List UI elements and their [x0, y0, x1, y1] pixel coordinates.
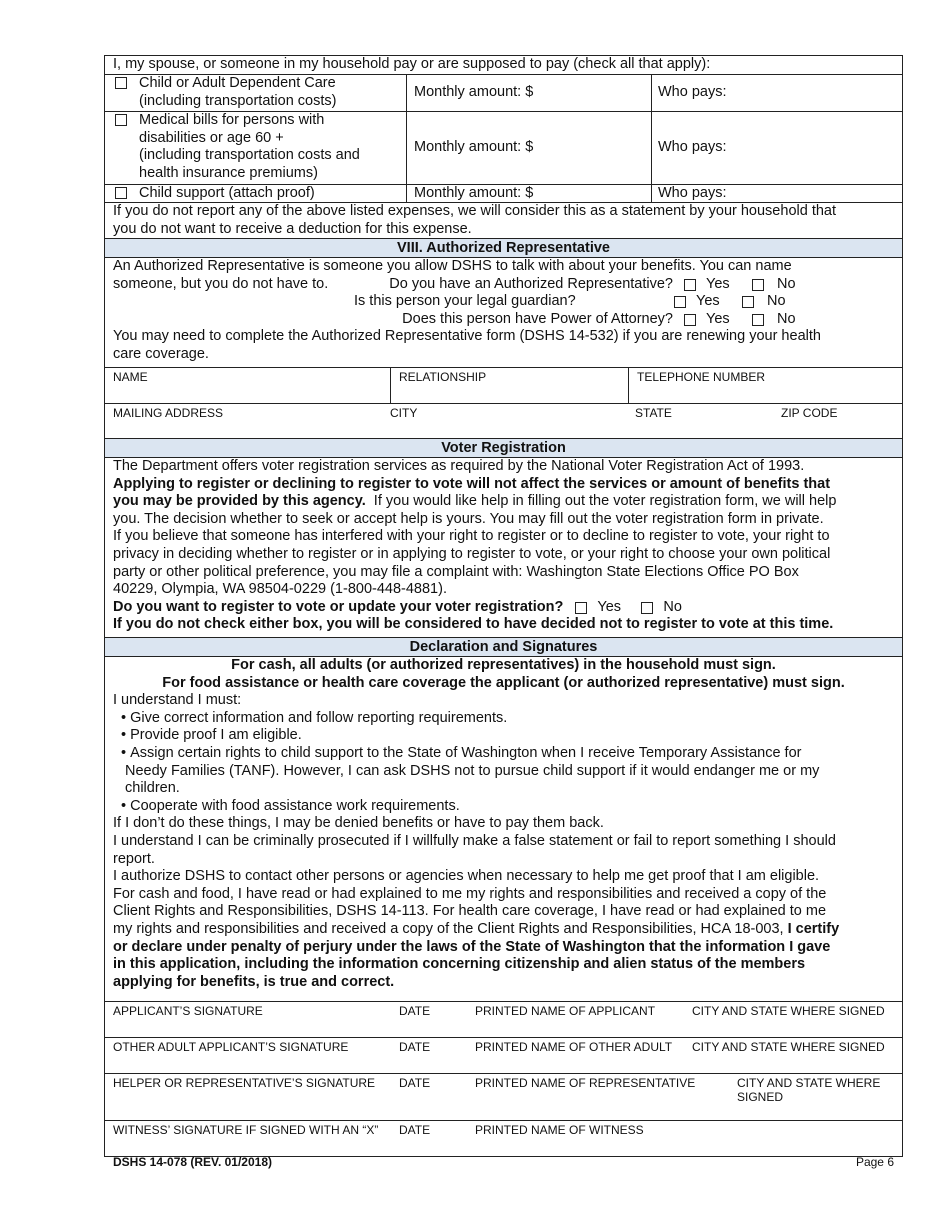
- rep-address-row: [105, 404, 902, 439]
- date-label: DATE: [399, 1040, 431, 1054]
- voter-yes-checkbox[interactable]: [575, 602, 587, 614]
- declaration-text: I understand I must:: [113, 692, 242, 709]
- declaration-bullet: • Cooperate with food assistance work requirements.: [121, 797, 460, 814]
- monthly-amount-field[interactable]: Monthly amount: $: [407, 185, 652, 202]
- date-label: DATE: [399, 1123, 431, 1137]
- field-label: TELEPHONE NUMBER: [637, 370, 766, 384]
- rep-question-row: [113, 276, 894, 294]
- voter-text: Applying to register or declining to register to vote will not affect the services or amount of benefits that: [113, 475, 831, 492]
- rep-intro: An Authorized Representative is someone you allow DSHS to talk with about your benefits. You can name: [113, 258, 792, 274]
- declaration-text: [113, 921, 894, 939]
- city-state-label: CITY AND STATE WHERE SIGNED: [692, 1004, 885, 1018]
- notice-line: If you do not report any of the above listed expenses, we will consider this as a statement by your household that: [113, 203, 837, 219]
- declaration-bold: or declare under penalty of perjury under the laws of the State of Washington that the information I gave: [113, 938, 831, 955]
- medical-bills-checkbox[interactable]: [115, 114, 127, 126]
- monthly-amount-field[interactable]: Monthly amount: $: [407, 112, 652, 184]
- signature-label: APPLICANT’S SIGNATURE: [113, 1004, 263, 1018]
- declaration-text: report.: [113, 850, 155, 867]
- voter-text: party or other political preference, you may file a complaint with: Washington State Elections Office PO Box: [113, 563, 799, 580]
- no-label: No: [663, 598, 682, 615]
- rep-poa-no-checkbox[interactable]: [752, 314, 764, 326]
- declaration-text: I authorize DSHS to contact other persons or agencies when necessary to help me get proof that I am eligible.: [113, 868, 820, 885]
- rep-question: Do you have an Authorized Representative?: [389, 275, 673, 292]
- rep-phone-field[interactable]: [629, 368, 902, 403]
- declaration-heading: For cash, all adults (or authorized representatives) in the household must sign.: [231, 657, 776, 673]
- date-label: DATE: [399, 1004, 431, 1018]
- rep-contact-row: [105, 368, 902, 404]
- section-heading-declaration: Declaration and Signatures: [105, 638, 902, 657]
- declaration-text: For cash and food, I have read or had explained to me my rights and responsibilities and received a copy of the: [113, 885, 827, 902]
- monthly-amount-field[interactable]: Monthly amount: $: [407, 75, 652, 111]
- expense-label: Child or Adult Dependent Care: [139, 75, 336, 91]
- signature-row-other-adult[interactable]: [105, 1038, 902, 1074]
- voter-question: Do you want to register to vote or update your voter registration?: [113, 598, 564, 615]
- expense-row-child-support: [105, 185, 902, 203]
- declaration-heading: For food assistance or health care coverage the applicant (or authorized representative) must sign.: [162, 674, 845, 691]
- expense-notice: [105, 203, 902, 239]
- expense-label: health insurance premiums): [139, 164, 318, 181]
- declaration-text: my rights and responsibilities and received a copy of the Client Rights and Responsibilities, HCA 18-003,: [113, 920, 784, 937]
- city-state-label: CITY AND STATE WHERE SIGNED: [737, 1076, 881, 1104]
- field-label: NAME: [113, 370, 148, 384]
- declaration-bold: applying for benefits, is true and correct.: [113, 973, 395, 990]
- rep-form-note: You may need to complete the Authorized Representative form (DSHS 14-532) if you are renewing your health: [113, 328, 821, 345]
- dependent-care-checkbox[interactable]: [115, 77, 127, 89]
- rep-question-row: [113, 293, 894, 311]
- who-pays-field[interactable]: Who pays:: [658, 139, 727, 156]
- form-id: DSHS 14-078 (REV. 01/2018): [113, 1155, 272, 1169]
- voter-no-checkbox[interactable]: [641, 602, 653, 614]
- rep-name-field[interactable]: [105, 368, 391, 403]
- rep-question-row: [113, 311, 894, 329]
- declaration-text: I understand I can be criminally prosecuted if I willfully make a false statement or fail to report something I should: [113, 832, 836, 849]
- declaration-text: Client Rights and Responsibilities, DSHS 14-113. For health care coverage, I have read or had explained to me: [113, 903, 827, 920]
- expense-label: disabilities or age 60 +: [139, 129, 284, 146]
- voter-text: you. The decision whether to seek or accept help is yours. You may fill out the voter registration form in private.: [113, 510, 824, 527]
- expenses-intro: I, my spouse, or someone in my household pay or are supposed to pay (check all that apply):: [105, 56, 902, 75]
- rep-poa-yes-checkbox[interactable]: [684, 314, 696, 326]
- voter-text: The Department offers voter registration services as required by the National Voter Registration Act of 1993.: [113, 458, 805, 474]
- rep-intro: someone, but you do not have to.: [113, 275, 329, 292]
- rep-address-field[interactable]: MAILING ADDRESS: [113, 406, 224, 420]
- voter-text: If you believe that someone has interfered with your right to register or to decline to register to vote, your right to: [113, 528, 830, 545]
- no-label: No: [777, 310, 796, 327]
- bullet-text: children.: [125, 780, 180, 797]
- who-pays-field[interactable]: Who pays:: [658, 185, 727, 201]
- rep-guardian-no-checkbox[interactable]: [742, 296, 754, 308]
- voter-question-row: [113, 599, 894, 617]
- voter-body: [105, 458, 902, 638]
- voter-warning: If you do not check either box, you will be considered to have decided not to register to vote at this time.: [113, 616, 834, 633]
- yes-label: Yes: [696, 293, 720, 310]
- signature-label: OTHER ADULT APPLICANT’S SIGNATURE: [113, 1040, 349, 1054]
- page-number: Page 6: [855, 1155, 894, 1169]
- child-support-checkbox[interactable]: [115, 187, 127, 199]
- expense-label: Medical bills for persons with: [139, 112, 325, 128]
- field-label: RELATIONSHIP: [399, 370, 487, 384]
- rep-has-yes-checkbox[interactable]: [684, 279, 696, 291]
- declaration-bullet: • Assign certain rights to child support to the State of Washington when I receive Temporary Assistance for: [121, 744, 802, 761]
- expense-row-dependent-care: [105, 75, 902, 112]
- voter-bold: you may be provided by this agency.: [113, 493, 366, 510]
- form-page: [104, 55, 903, 1157]
- expense-label: (including transportation costs and: [139, 147, 360, 164]
- rep-state-field[interactable]: STATE: [635, 406, 672, 420]
- declaration-bold: I certify: [783, 920, 840, 937]
- voter-text: [113, 493, 894, 511]
- bullet-text: Assign certain rights to child support to the State of Washington when I receive Temporary Assistance for: [130, 744, 802, 761]
- who-pays-field[interactable]: Who pays:: [658, 84, 727, 101]
- yes-label: Yes: [706, 310, 730, 327]
- rep-relationship-field[interactable]: [391, 368, 629, 403]
- declaration-body: [105, 657, 902, 1002]
- printed-name-label: PRINTED NAME OF APPLICANT: [475, 1004, 656, 1018]
- section-heading-authorized-rep: VIII. Authorized Representative: [105, 239, 902, 258]
- bullet-text: Cooperate with food assistance work requirements.: [130, 797, 460, 814]
- declaration-bullet: • Give correct information and follow reporting requirements.: [121, 709, 508, 726]
- signature-row-representative[interactable]: [105, 1074, 902, 1121]
- page-footer: [113, 1155, 894, 1169]
- printed-name-label: PRINTED NAME OF WITNESS: [475, 1123, 644, 1137]
- rep-form-note: care coverage.: [113, 345, 209, 362]
- declaration-bullet: • Provide proof I am eligible.: [121, 727, 302, 744]
- authorized-rep-body: [105, 258, 902, 368]
- rep-question: Is this person your legal guardian?: [354, 293, 576, 310]
- signature-row-applicant[interactable]: [105, 1002, 902, 1038]
- declaration-text: If I don’t do these things, I may be denied benefits or have to pay them back.: [113, 815, 604, 832]
- rep-city-field[interactable]: CITY: [390, 406, 418, 420]
- signature-label: HELPER OR REPRESENTATIVE’S SIGNATURE: [113, 1076, 376, 1090]
- voter-text: 40229, Olympia, WA 98504-0229 (1-800-448-4881).: [113, 581, 447, 598]
- notice-line: you do not want to receive a deduction for this expense.: [113, 220, 472, 237]
- expense-label: (including transportation costs): [139, 92, 337, 109]
- expense-row-medical-bills: [105, 112, 902, 185]
- section-heading-voter: Voter Registration: [105, 439, 902, 458]
- signature-label: WITNESS’ SIGNATURE IF SIGNED WITH AN “X”: [113, 1123, 379, 1137]
- rep-question: Does this person have Power of Attorney?: [402, 310, 673, 327]
- printed-name-label: PRINTED NAME OF REPRESENTATIVE: [475, 1076, 696, 1090]
- rep-zip-field[interactable]: ZIP CODE: [781, 406, 838, 420]
- expense-label: Child support (attach proof): [139, 185, 315, 201]
- bullet-text: Give correct information and follow reporting requirements.: [130, 709, 508, 726]
- yes-label: Yes: [597, 598, 622, 615]
- city-state-label: CITY AND STATE WHERE SIGNED: [692, 1040, 885, 1054]
- declaration-bold: in this application, including the information concerning citizenship and alien status of the members: [113, 956, 806, 973]
- bullet-text: Provide proof I am eligible.: [130, 727, 302, 744]
- rep-guardian-yes-checkbox[interactable]: [674, 296, 686, 308]
- bullet-text: Needy Families (TANF). However, I can ask DSHS not to pursue child support if it would endanger me or my: [125, 762, 820, 779]
- no-label: No: [777, 275, 796, 292]
- voter-text: If you would like help in filling out the voter registration form, we will help: [365, 493, 837, 510]
- yes-label: Yes: [706, 275, 730, 292]
- voter-text: privacy in deciding whether to register or in applying to register to vote, or your right to choose your own political: [113, 545, 831, 562]
- rep-has-no-checkbox[interactable]: [752, 279, 764, 291]
- date-label: DATE: [399, 1076, 431, 1090]
- printed-name-label: PRINTED NAME OF OTHER ADULT: [475, 1040, 673, 1054]
- no-label: No: [767, 293, 786, 310]
- signature-row-witness[interactable]: [105, 1121, 902, 1156]
